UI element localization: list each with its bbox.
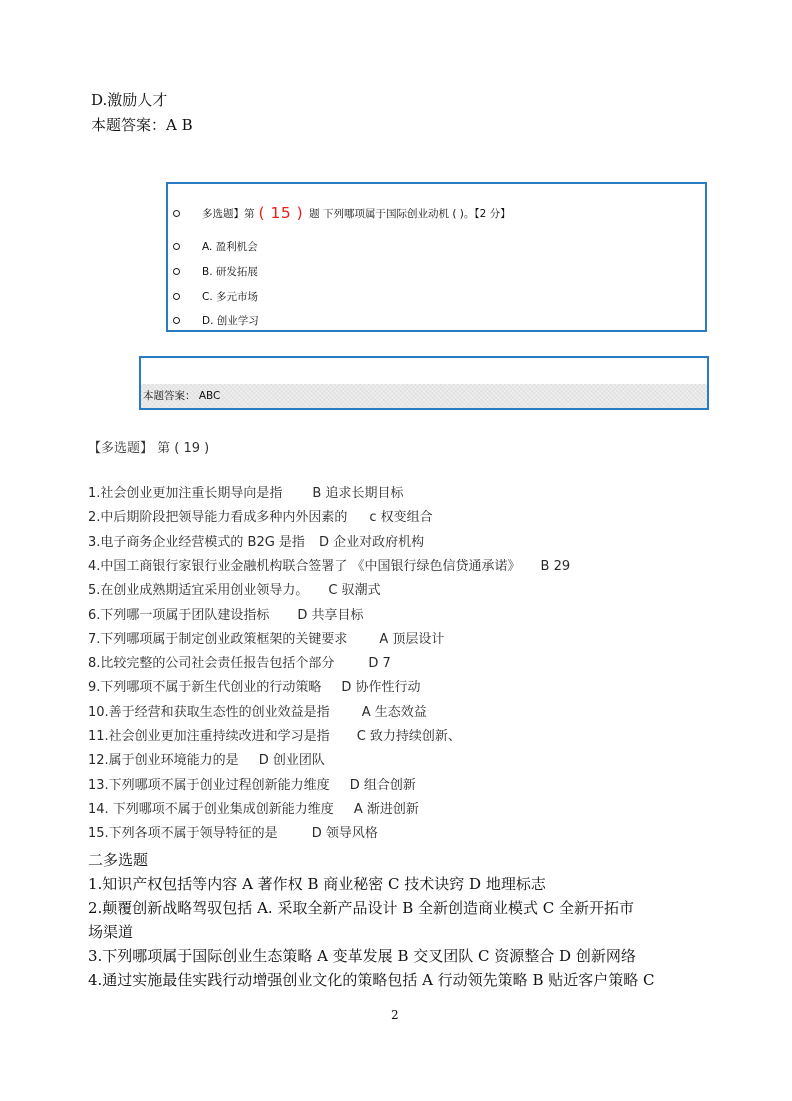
- list-item-answer: D 协作性行动: [341, 680, 421, 696]
- answer-shade: [141, 384, 707, 408]
- list-item: [88, 728, 461, 746]
- option-label: A. 盈利机会: [202, 240, 258, 253]
- list-item: [88, 752, 325, 770]
- list-item-answer: D 共享目标: [297, 607, 364, 623]
- list-item: [88, 777, 416, 795]
- question-header: [168, 203, 511, 223]
- list-item-question: 4.中国工商银行家银行业金融机构联合签署了 《中国银行绿色信贷通承诺》: [88, 558, 521, 574]
- list-item-question: 1.社会创业更加注重长期导向是指: [88, 486, 283, 501]
- list-item-answer: B 29: [540, 558, 571, 574]
- radio-icon[interactable]: [173, 243, 180, 250]
- list-item-question: 3.电子商务企业经营模式的 B2G 是指: [88, 534, 305, 550]
- section-heading: 【多选题】 第 ( 19 ): [88, 441, 210, 456]
- list-item-answer: A 生态效益: [361, 704, 427, 720]
- list-item-answer: c 权变组合: [369, 510, 433, 526]
- radio-icon[interactable]: [173, 293, 180, 300]
- question-box: [166, 182, 707, 332]
- part-two-line: 1.知识产权包括等内容 A 著作权 B 商业秘密 C 技术诀窍 D 地理标志: [88, 875, 546, 893]
- list-item-question: 12.属于创业环境能力的是: [88, 753, 239, 769]
- page-number: 2: [391, 1008, 399, 1022]
- list-item: [88, 509, 433, 527]
- list-item-answer: D 企业对政府机构: [318, 534, 425, 550]
- list-item-question: 10.善于经营和获取生态性的创业效益是指: [88, 704, 330, 720]
- list-item: [88, 534, 424, 552]
- list-item-question: 7.下列哪项属于制定创业政策框架的关键要求: [88, 631, 348, 647]
- list-item-question: 14. 下列哪项不属于创业集成创新能力维度: [88, 801, 334, 817]
- list-item: [88, 607, 364, 625]
- option-d-text: D.激励人才: [91, 91, 168, 109]
- list-item: [88, 679, 421, 697]
- list-item-question: 13.下列哪项不属于创业过程创新能力维度: [88, 777, 330, 793]
- part-two-line: 2.颠覆创新战略驾驭包括 A. 采取全新产品设计 B 全新创造商业模式 C 全新开拓市: [88, 899, 635, 917]
- list-item-question: 15.下列各项不属于领导特征的是: [88, 826, 278, 842]
- part-two-line: 3.下列哪项属于国际创业生态策略 A 变革发展 B 交叉团队 C 资源整合 D 创新网络: [88, 947, 636, 965]
- list-item-answer: D 组合创新: [349, 777, 416, 793]
- list-item-answer: D 领导风格: [311, 826, 378, 842]
- answer-line: 本题答案：A B: [91, 116, 193, 134]
- list-item-question: 8.比较完整的公司社会责任报告包括个部分: [88, 656, 335, 672]
- radio-icon[interactable]: [173, 317, 180, 324]
- list-item-answer: A 顶层设计: [379, 631, 445, 647]
- bullet-icon: [173, 210, 180, 217]
- option-d[interactable]: [168, 310, 259, 330]
- list-item-answer: C 致力持续创新、: [356, 729, 461, 744]
- list-item: [88, 485, 403, 503]
- part-two-line: 场渠道: [88, 923, 134, 941]
- list-item-answer: C 驭潮式: [328, 583, 381, 599]
- list-item: [88, 704, 427, 722]
- option-label: B. 研发拓展: [202, 265, 258, 278]
- option-label: D. 创业学习: [202, 314, 259, 327]
- question-number: ( 15 ): [258, 204, 304, 222]
- question-text: 题 下列哪项属于国际创业动机 ( )。【2 分】: [309, 207, 511, 220]
- answer-text: 本题答案： ABC: [143, 390, 221, 402]
- list-item-question: 11.社会创业更加注重持续改进和学习是指: [88, 729, 330, 744]
- option-b[interactable]: [168, 261, 258, 281]
- list-item: [88, 801, 419, 819]
- list-item-answer: B 追求长期目标: [312, 486, 404, 501]
- list-item-answer: D 创业团队: [258, 753, 325, 769]
- part-two-line: 4.通过实施最佳实践行动增强创业文化的策略包括 A 行动领先策略 B 贴近客户策略 C: [88, 971, 655, 989]
- list-item-answer: D 7: [368, 656, 391, 672]
- list-item-question: 2.中后期阶段把领导能力看成多种内外因素的: [88, 510, 348, 526]
- question-type: 多选题】第: [202, 207, 255, 220]
- option-a[interactable]: [168, 236, 258, 256]
- list-item: [88, 825, 378, 843]
- list-item: [88, 558, 570, 576]
- list-item: [88, 582, 381, 600]
- list-item-question: 9.下列哪项不属于新生代创业的行动策略: [88, 680, 322, 696]
- list-item: [88, 631, 444, 649]
- option-c[interactable]: [168, 286, 258, 306]
- answer-box: [139, 356, 709, 410]
- list-item-answer: A 渐进创新: [353, 801, 419, 817]
- list-item-question: 6.下列哪一项属于团队建设指标: [88, 607, 270, 623]
- list-item-question: 5.在创业成熟期适宜采用创业领导力。: [88, 583, 309, 599]
- list-item: [88, 655, 391, 673]
- radio-icon[interactable]: [173, 268, 180, 275]
- option-label: C. 多元市场: [202, 290, 259, 303]
- part-two-heading: 二多选题: [88, 851, 149, 869]
